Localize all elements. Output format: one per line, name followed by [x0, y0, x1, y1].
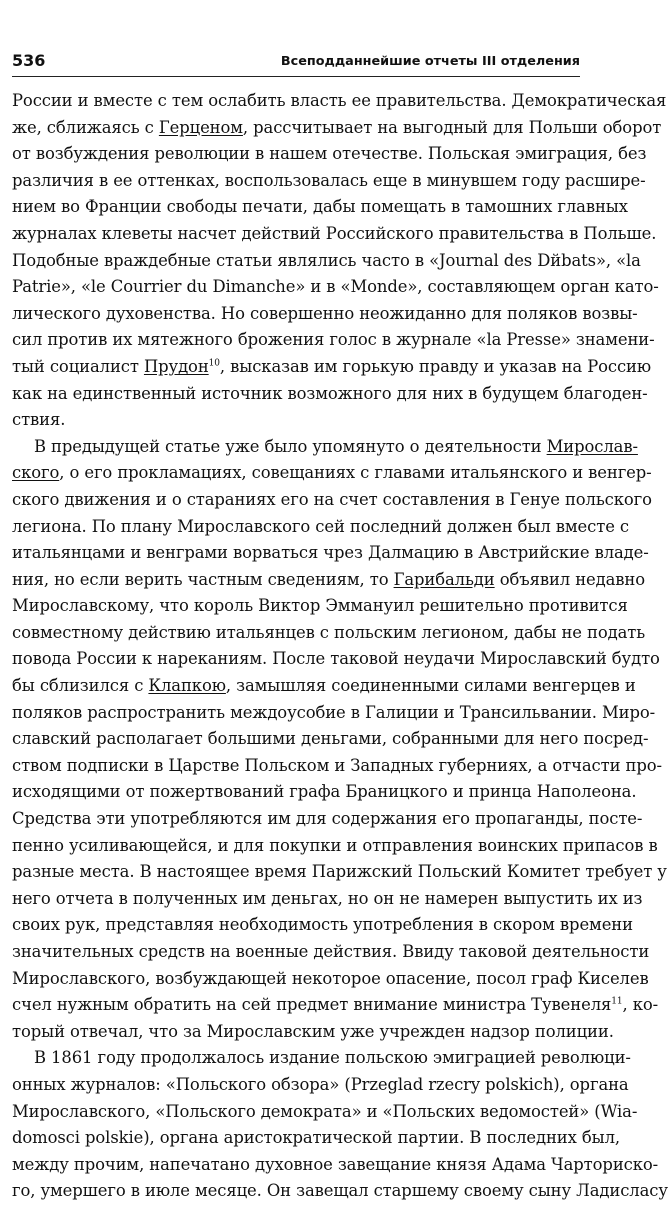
- text-run: ством подписки в Царстве Польском и Западных губерниях, а отчасти про-: [12, 755, 662, 775]
- text-run: Мирославскому, что король Виктор Эммануил решительно противится: [12, 596, 628, 616]
- text-line: [12, 407, 580, 434]
- text-run: , о его прокламациях, совещаниях с главами итальянского и венгер-: [59, 463, 652, 483]
- text-line: [12, 833, 658, 860]
- text-run: счел нужным обратить на сей предмет внимание министра Тувенеля: [12, 995, 612, 1015]
- name-reference: Герценом: [158, 117, 243, 137]
- text-run: , рассчитывает на выгодный для Польши оборот: [242, 117, 662, 137]
- text-run: domosci polskie), органа аристократической партии. В последних был,: [12, 1128, 621, 1148]
- text-line: [12, 141, 647, 168]
- text-run: от возбуждения революции в нашем отечестве. Польская эмиграция, без: [12, 144, 647, 164]
- text-run: ния, но если верить частным сведениям, то: [12, 569, 394, 589]
- text-run: различия в ее оттенках, воспользовалась еще в минувшем году расшире-: [12, 170, 646, 190]
- text-run: , замышляя соединенными силами венгерцев и: [225, 676, 636, 696]
- text-run: своих рук, представляя необходимость употребления в скором времени: [12, 915, 633, 935]
- text-line: [12, 593, 628, 620]
- text-run: Средства эти употребляются им для содержания его пропаганды, посте-: [12, 809, 643, 829]
- text-run: торый отвечал, что за Мирославским уже учрежден надзор полиции.: [12, 1021, 614, 1041]
- text-line: [12, 540, 649, 567]
- text-line: [12, 434, 638, 461]
- text-line: [12, 168, 646, 195]
- text-run: сил против их мятежного брожения голос в журнале «la Presse» знамени-: [12, 330, 655, 350]
- text-run: журналах клеветы насчет действий Российского правительства в Польше.: [12, 223, 657, 243]
- text-run: как на единственный источник возможного для них в будущем благоден-: [12, 383, 648, 403]
- running-title: Всеподданнейшие отчеты III отделения: [280, 54, 580, 69]
- text-line: [12, 327, 655, 354]
- footnote-ref: 10: [208, 358, 220, 369]
- text-line: [12, 381, 648, 408]
- text-run: лического духовенства. Но совершенно неожиданно для поляков возвы-: [12, 303, 638, 323]
- text-line: [12, 939, 650, 966]
- text-run: России и вместе с тем ослабить власть ее правительства. Демократическая: [12, 91, 667, 110]
- text-line: [12, 194, 628, 221]
- text-line: [12, 1125, 621, 1152]
- text-line: [12, 886, 643, 913]
- text-run: итальянцами и венграми ворваться чрез Далмацию в Австрийские владе-: [12, 543, 649, 563]
- text-line: [12, 1178, 668, 1205]
- name-reference: Прудон: [143, 356, 209, 376]
- text-run: объявил недавно: [494, 569, 646, 589]
- footnote-ref: 11: [611, 996, 623, 1007]
- text-line: [12, 1072, 629, 1099]
- text-run: ского движения и о стараниях его на счет составления в Генуе польского: [12, 489, 652, 509]
- text-line: [12, 912, 633, 939]
- text-line: [12, 700, 656, 727]
- text-line: [12, 992, 659, 1019]
- text-line: [12, 673, 636, 700]
- text-line: [12, 221, 657, 248]
- text-run: же, сближаясь с: [12, 117, 159, 137]
- body-text: [12, 88, 668, 1205]
- text-run: , ко-: [622, 995, 659, 1015]
- text-line: [12, 1019, 614, 1046]
- text-line: [12, 753, 662, 780]
- text-line: [12, 1045, 631, 1072]
- text-run: го, умершего в июле месяце. Он завещал старшему своему сыну Ладисласу: [12, 1181, 668, 1201]
- name-reference: Мирослав-: [546, 436, 638, 456]
- text-line: [12, 806, 643, 833]
- text-line: [12, 301, 638, 328]
- name-reference: Клапкою: [148, 676, 226, 696]
- text-run: между прочим, напечатано духовное завещание князя Адама Чарториско-: [12, 1154, 659, 1174]
- text-run: В 1861 году продолжалось издание польскою эмиграцией революци-: [34, 1048, 631, 1068]
- text-line: [12, 966, 649, 993]
- text-run: нием во Франции свободы печати, дабы помещать в тамошних главных: [12, 197, 628, 217]
- text-run: легиона. По плану Мирославского сей последний должен был вместе с: [12, 516, 629, 536]
- text-run: Подобные враждебные статьи являлись часто в «Journal des Dйbats», «la: [12, 250, 641, 270]
- text-run: разные места. В настоящее время Парижский Польский Комитет требует у: [12, 862, 667, 882]
- text-run: онных журналов: «Польского обзора» (Przeglad rzecry polskich), органа: [12, 1074, 629, 1094]
- text-run: пенно усиливающейся, и для покупки и отправления воинских припасов в: [12, 835, 658, 855]
- text-run: В предыдущей статье уже было упомянуто о деятельности: [34, 436, 547, 456]
- text-run: повода России к нареканиям. После таковой неудачи Мирославский будто: [12, 649, 660, 669]
- page-header: [12, 46, 580, 77]
- text-line: [12, 487, 652, 514]
- text-run: славский располагает большими деньгами, собранными для него посред-: [12, 729, 649, 749]
- name-reference: ского: [12, 463, 60, 483]
- text-line: [12, 620, 646, 647]
- text-line: [12, 514, 629, 541]
- text-run: Мирославского, возбуждающей некоторое опасение, посол граф Киселев: [12, 968, 649, 988]
- text-line: [12, 248, 641, 275]
- text-run: тый социалист: [12, 356, 144, 376]
- text-line: [12, 88, 667, 115]
- text-run: Мирославского, «Польского демократа» и «Польских ведомостей» (Wia-: [12, 1101, 638, 1121]
- text-line: [12, 460, 652, 487]
- text-line: [12, 354, 652, 381]
- text-run: поляков распространить междоусобие в Галиции и Трансильвании. Миро-: [12, 702, 656, 722]
- text-run: совместному действию итальянцев с польским легионом, дабы не подать: [12, 622, 646, 642]
- text-run: исходящими от пожертвований графа Браницкого и принца Наполеона.: [12, 782, 637, 802]
- name-reference: Гарибальди: [393, 569, 495, 589]
- text-line: [12, 1099, 638, 1126]
- text-run: Patrie», «le Courrier du Dimanche» и в «Monde», составляющем орган като-: [12, 277, 659, 297]
- text-line: [12, 779, 637, 806]
- text-line: [12, 859, 667, 886]
- text-run: бы сблизился с: [12, 676, 149, 696]
- text-line: [12, 115, 662, 142]
- text-run: , высказав им горькую правду и указав на Россию: [219, 356, 652, 376]
- text-line: [12, 646, 660, 673]
- text-line: [12, 1152, 659, 1179]
- text-run: него отчета в полученных им деньгах, но он не намерен выпустить их из: [12, 888, 643, 908]
- text-run: ствия.: [12, 410, 66, 430]
- text-line: [12, 726, 649, 753]
- page-number: 536: [12, 51, 46, 70]
- text-run: значительных средств на военные действия. Ввиду таковой деятельности: [12, 942, 650, 961]
- text-line: [12, 274, 659, 301]
- text-line: [12, 567, 646, 594]
